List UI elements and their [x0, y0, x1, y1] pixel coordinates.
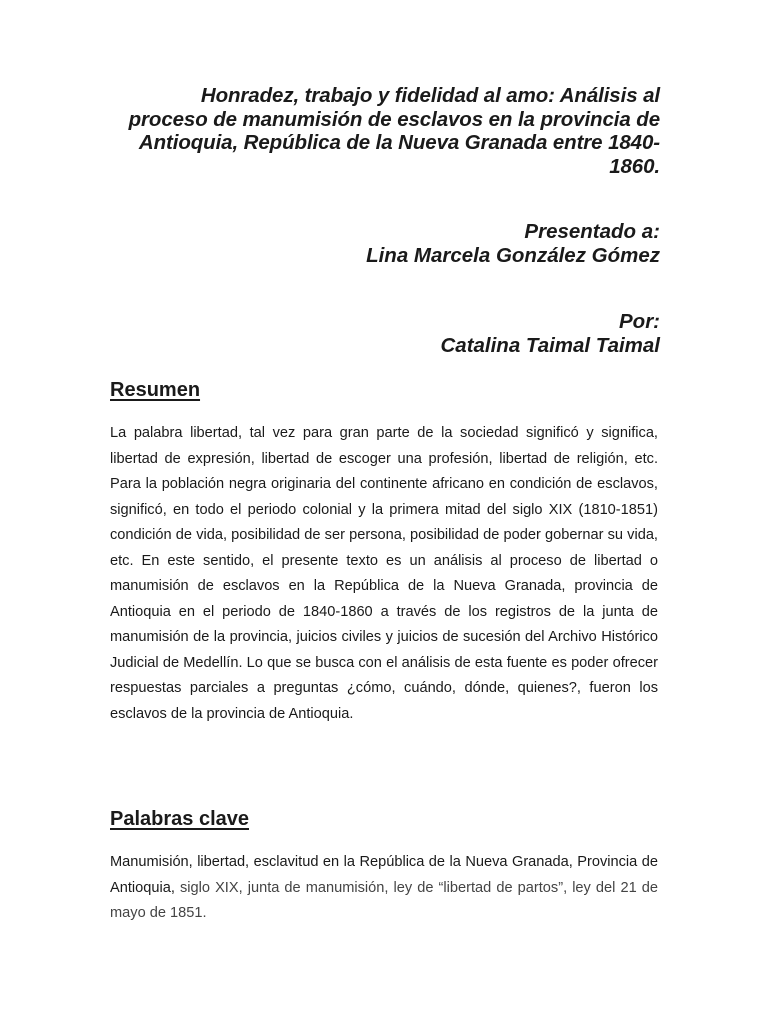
presented-to-name: Lina Marcela González Gómez [366, 243, 660, 267]
presented-to-block [110, 220, 660, 267]
title-line-1: Honradez, trabajo y fidelidad al amo: Análisis al [200, 84, 660, 107]
keywords-heading: Palabras clave [110, 808, 249, 830]
document-title [110, 84, 660, 178]
author-name: Catalina Taimal Taimal [440, 333, 660, 357]
keywords-paragraph [110, 850, 658, 927]
abstract-paragraph: La palabra libertad, tal vez para gran parte de la sociedad significó y significa, libertad de expresión, libertad de escoger una profesión, libertad de religión, etc. Para la población negra originaria del continente africano en condición de esclavos, significó, en todo el periodo colonial y la primera mitad del siglo XIX (1810-1851) condición de vida, posibilidad de ser persona, posibilidad de poder gobernar su vida, etc. En este sentido, el presente texto es un análisis al proceso de libertad o manumisión de esclavos en la República de la Nueva Granada, provincia de Antioquia en el periodo de 1840-1860 a través de los registros de la junta de manumisión de la provincia, juicios civiles y juicios de sucesión del Archivo Histórico Judicial de Medellín. Lo que se busca con el análisis de esta fuente es poder ofrecer respuestas parciales a preguntas ¿cómo, cuándo, dónde, quienes?, fueron los esclavos de la provincia de Antioquia. [110, 425, 658, 722]
title-line-3: Antioquia, República de la Nueva Granada entre 1840- [138, 131, 660, 154]
author-label: Por: [619, 310, 660, 333]
author-block [110, 310, 660, 357]
keywords-text-part-2: siglo XIX, junta de manumisión, ley de “libertad de partos”, ley del 21 de mayo de 1851. [110, 879, 658, 921]
keywords-text-part-1: Manumisión, libertad, esclavitud en la República de la Nueva Granada, Provincia de Antioquia, [110, 854, 658, 896]
title-line-4: 1860. [609, 154, 660, 178]
title-line-2: proceso de manumisión de esclavos en la provincia de [128, 107, 660, 131]
abstract-heading: Resumen [110, 379, 201, 401]
presented-to-label: Presentado a: [524, 220, 660, 243]
